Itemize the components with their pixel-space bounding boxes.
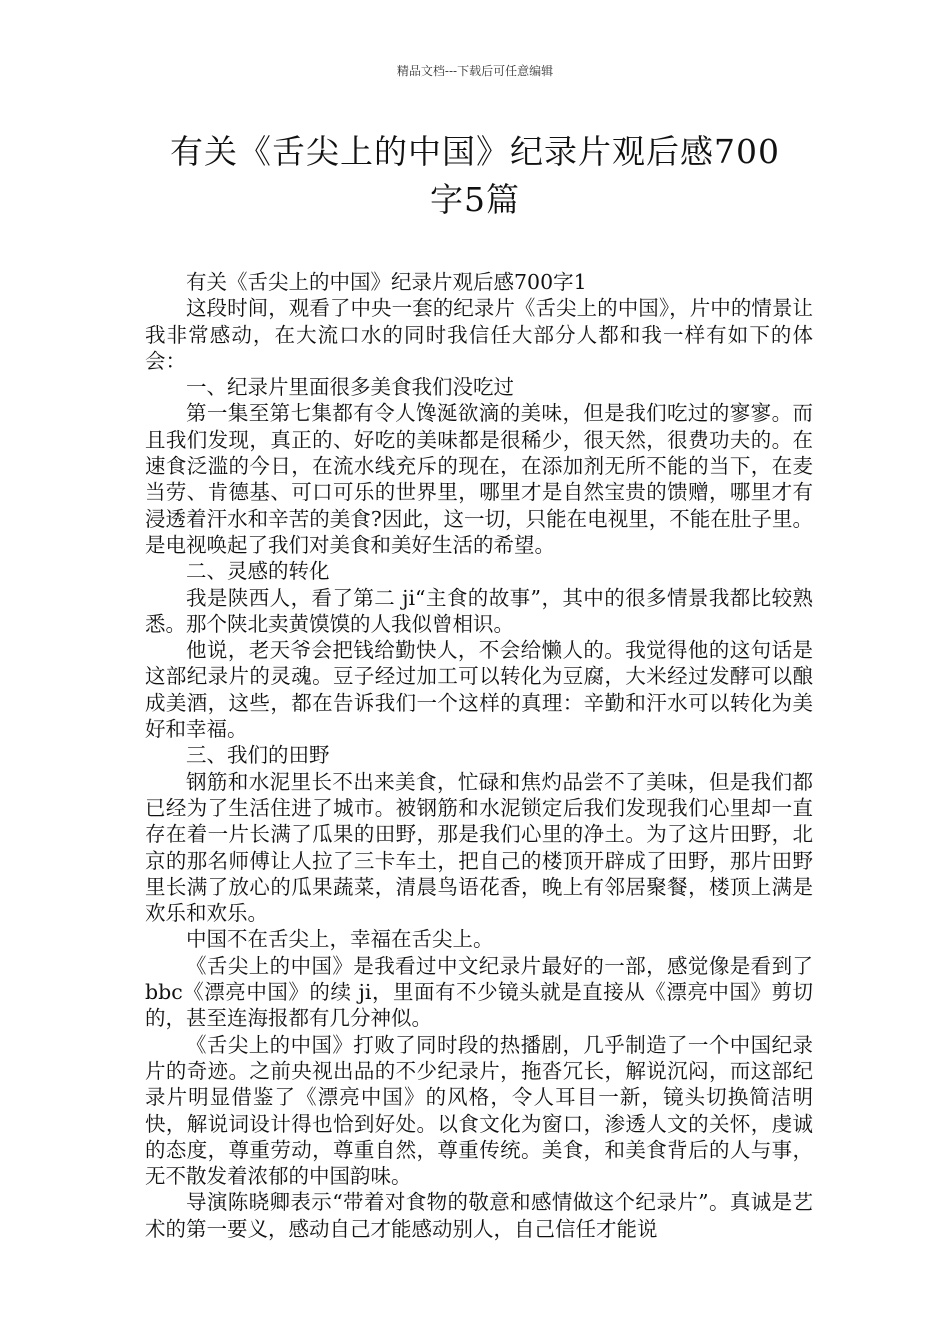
paragraph: 他说，老天爷会把钱给勤快人，不会给懒人的。我觉得他的这句话是这部纪录片的灵魂。豆子经过加工可以转化为豆腐，大米经过发酵可以酿成美酒，这些，都在告诉我们一个这样的真理：辛勤和汗水可以转化为美好和幸福。 — [145, 638, 813, 742]
section-heading: 三、我们的田野 — [186, 743, 330, 768]
title-line-1: 有关《舌尖上的中国》纪录片观后感700 — [170, 132, 780, 171]
section-heading: 二、灵感的转化 — [186, 559, 330, 584]
document-body — [145, 269, 813, 1242]
paragraph: 《舌尖上的中国》是我看过中文纪录片最好的一部，感觉像是看到了 bbc《漂亮中国》的续 ji，里面有不少镜头就是直接从《漂亮中国》剪切的，甚至连海报都有几分神似。 — [145, 953, 813, 1031]
paragraph: 我是陕西人，看了第二 ji“主食的故事”，其中的很多情景我都比较熟悉。那个陕北卖黄馍馍的人我似曾相识。 — [145, 585, 813, 636]
paragraph: 这段时间，观看了中央一套的纪录片《舌尖上的中国》，片中的情景让我非常感动，在大流口水的同时我信任大部分人都和我一样有如下的体会： — [145, 296, 813, 373]
paragraph: 有关《舌尖上的中国》纪录片观后感700字1 — [186, 270, 587, 294]
paragraph: 钢筋和水泥里长不出来美食，忙碌和焦灼品尝不了美味，但是我们都已经为了生活住进了城市。被钢筋和水泥锁定后我们发现我们心里却一直存在着一片长满了瓜果的田野，那是我们心里的净土。为了这片田野，北京的那名师傅让人拉了三卡车土，把自己的楼顶开辟成了田野，那片田野里长满了放心的瓜果蔬菜，清晨鸟语花香，晚上有邻居聚餐，楼顶上满是欢乐和欢乐。 — [145, 769, 813, 926]
document-title — [120, 128, 830, 224]
title-line-2: 字5篇 — [430, 180, 520, 219]
paragraph: 第一集至第七集都有令人馋涎欲滴的美味，但是我们吃过的寥寥。而且我们发现，真正的、好吃的美味都是很稀少，很天然，很费功夫的。在速食泛滥的今日，在流水线充斥的现在，在添加剂无所不能的当下，在麦当劳、肯德基、可口可乐的世界里，哪里才是自然宝贵的馈赠，哪里才有浸透着汗水和辛苦的美食?因此，这一切，只能在电视里，不能在肚子里。是电视唤起了我们对美食和美好生活的希望。 — [145, 401, 813, 557]
paragraph: 中国不在舌尖上，幸福在舌尖上。 — [186, 927, 494, 952]
paragraph: 导演陈晓卿表示“带着对食物的敬意和感情做这个纪录片”。真诚是艺术的第一要义，感动自己才能感动别人，自己信任才能说 — [145, 1190, 813, 1241]
paragraph: 《舌尖上的中国》打败了同时段的热播剧，几乎制造了一个中国纪录片的奇迹。之前央视出品的不少纪录片，拖沓冗长，解说沉闷，而这部纪录片明显借鉴了《漂亮中国》的风格，令人耳目一新，镜头切换简洁明快，解说词设计得也恰到好处。以食文化为窗口，渗透人文的关怀，虔诚的态度，尊重劳动，尊重自然，尊重传统。美食，和美食背后的人与事，无不散发着浓郁的中国韵味。 — [145, 1032, 813, 1189]
page-header: 精品文档---下载后可任意编辑 — [396, 64, 554, 78]
section-heading: 一、纪录片里面很多美食我们没吃过 — [186, 375, 514, 400]
